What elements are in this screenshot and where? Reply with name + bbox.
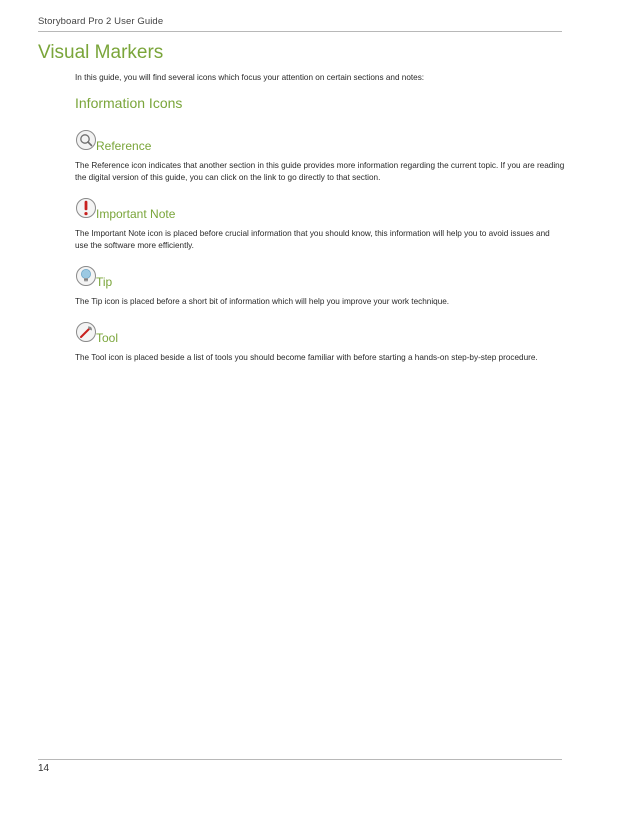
marker-description-reference: The Reference icon indicates that another section in this guide provides more information regarding the current topic. If you are reading the digital version of this guide, you can click on the link to go directly to that section. — [75, 161, 565, 182]
marker-label-tip: Tip — [96, 275, 113, 289]
important-note-icon — [75, 197, 97, 219]
marker-label-tool: Tool — [96, 331, 119, 345]
intro-paragraph: In this guide, you will find several icons which focus your attention on certain sections and notes: — [75, 73, 425, 82]
marker-description-tool: The Tool icon is placed beside a list of tools you should become familiar with before starting a hands-on step-by-step procedure. — [75, 353, 538, 362]
marker-description-important-note: The Important Note icon is placed before crucial information that you should know, this information will help you to avoid issues and use the software more efficiently. — [75, 229, 550, 250]
marker-tool — [75, 321, 565, 364]
marker-description-tip: The Tip icon is placed before a short bit of information which will help you improve your work technique. — [75, 297, 450, 306]
marker-label-important-note: Important Note — [96, 207, 176, 221]
tool-icon — [75, 321, 97, 343]
tip-icon — [75, 265, 97, 287]
section-title-information-icons: Information Icons — [75, 95, 183, 111]
page-number: 14 — [38, 763, 50, 774]
header-divider — [38, 31, 562, 32]
marker-reference — [75, 129, 565, 184]
reference-icon — [75, 129, 97, 151]
page-title: Visual Markers — [38, 42, 164, 63]
marker-label-reference: Reference — [96, 139, 152, 153]
running-header: Storyboard Pro 2 User Guide — [38, 16, 164, 27]
footer-divider — [38, 759, 562, 760]
marker-tip — [75, 265, 565, 308]
marker-important-note — [75, 197, 565, 252]
